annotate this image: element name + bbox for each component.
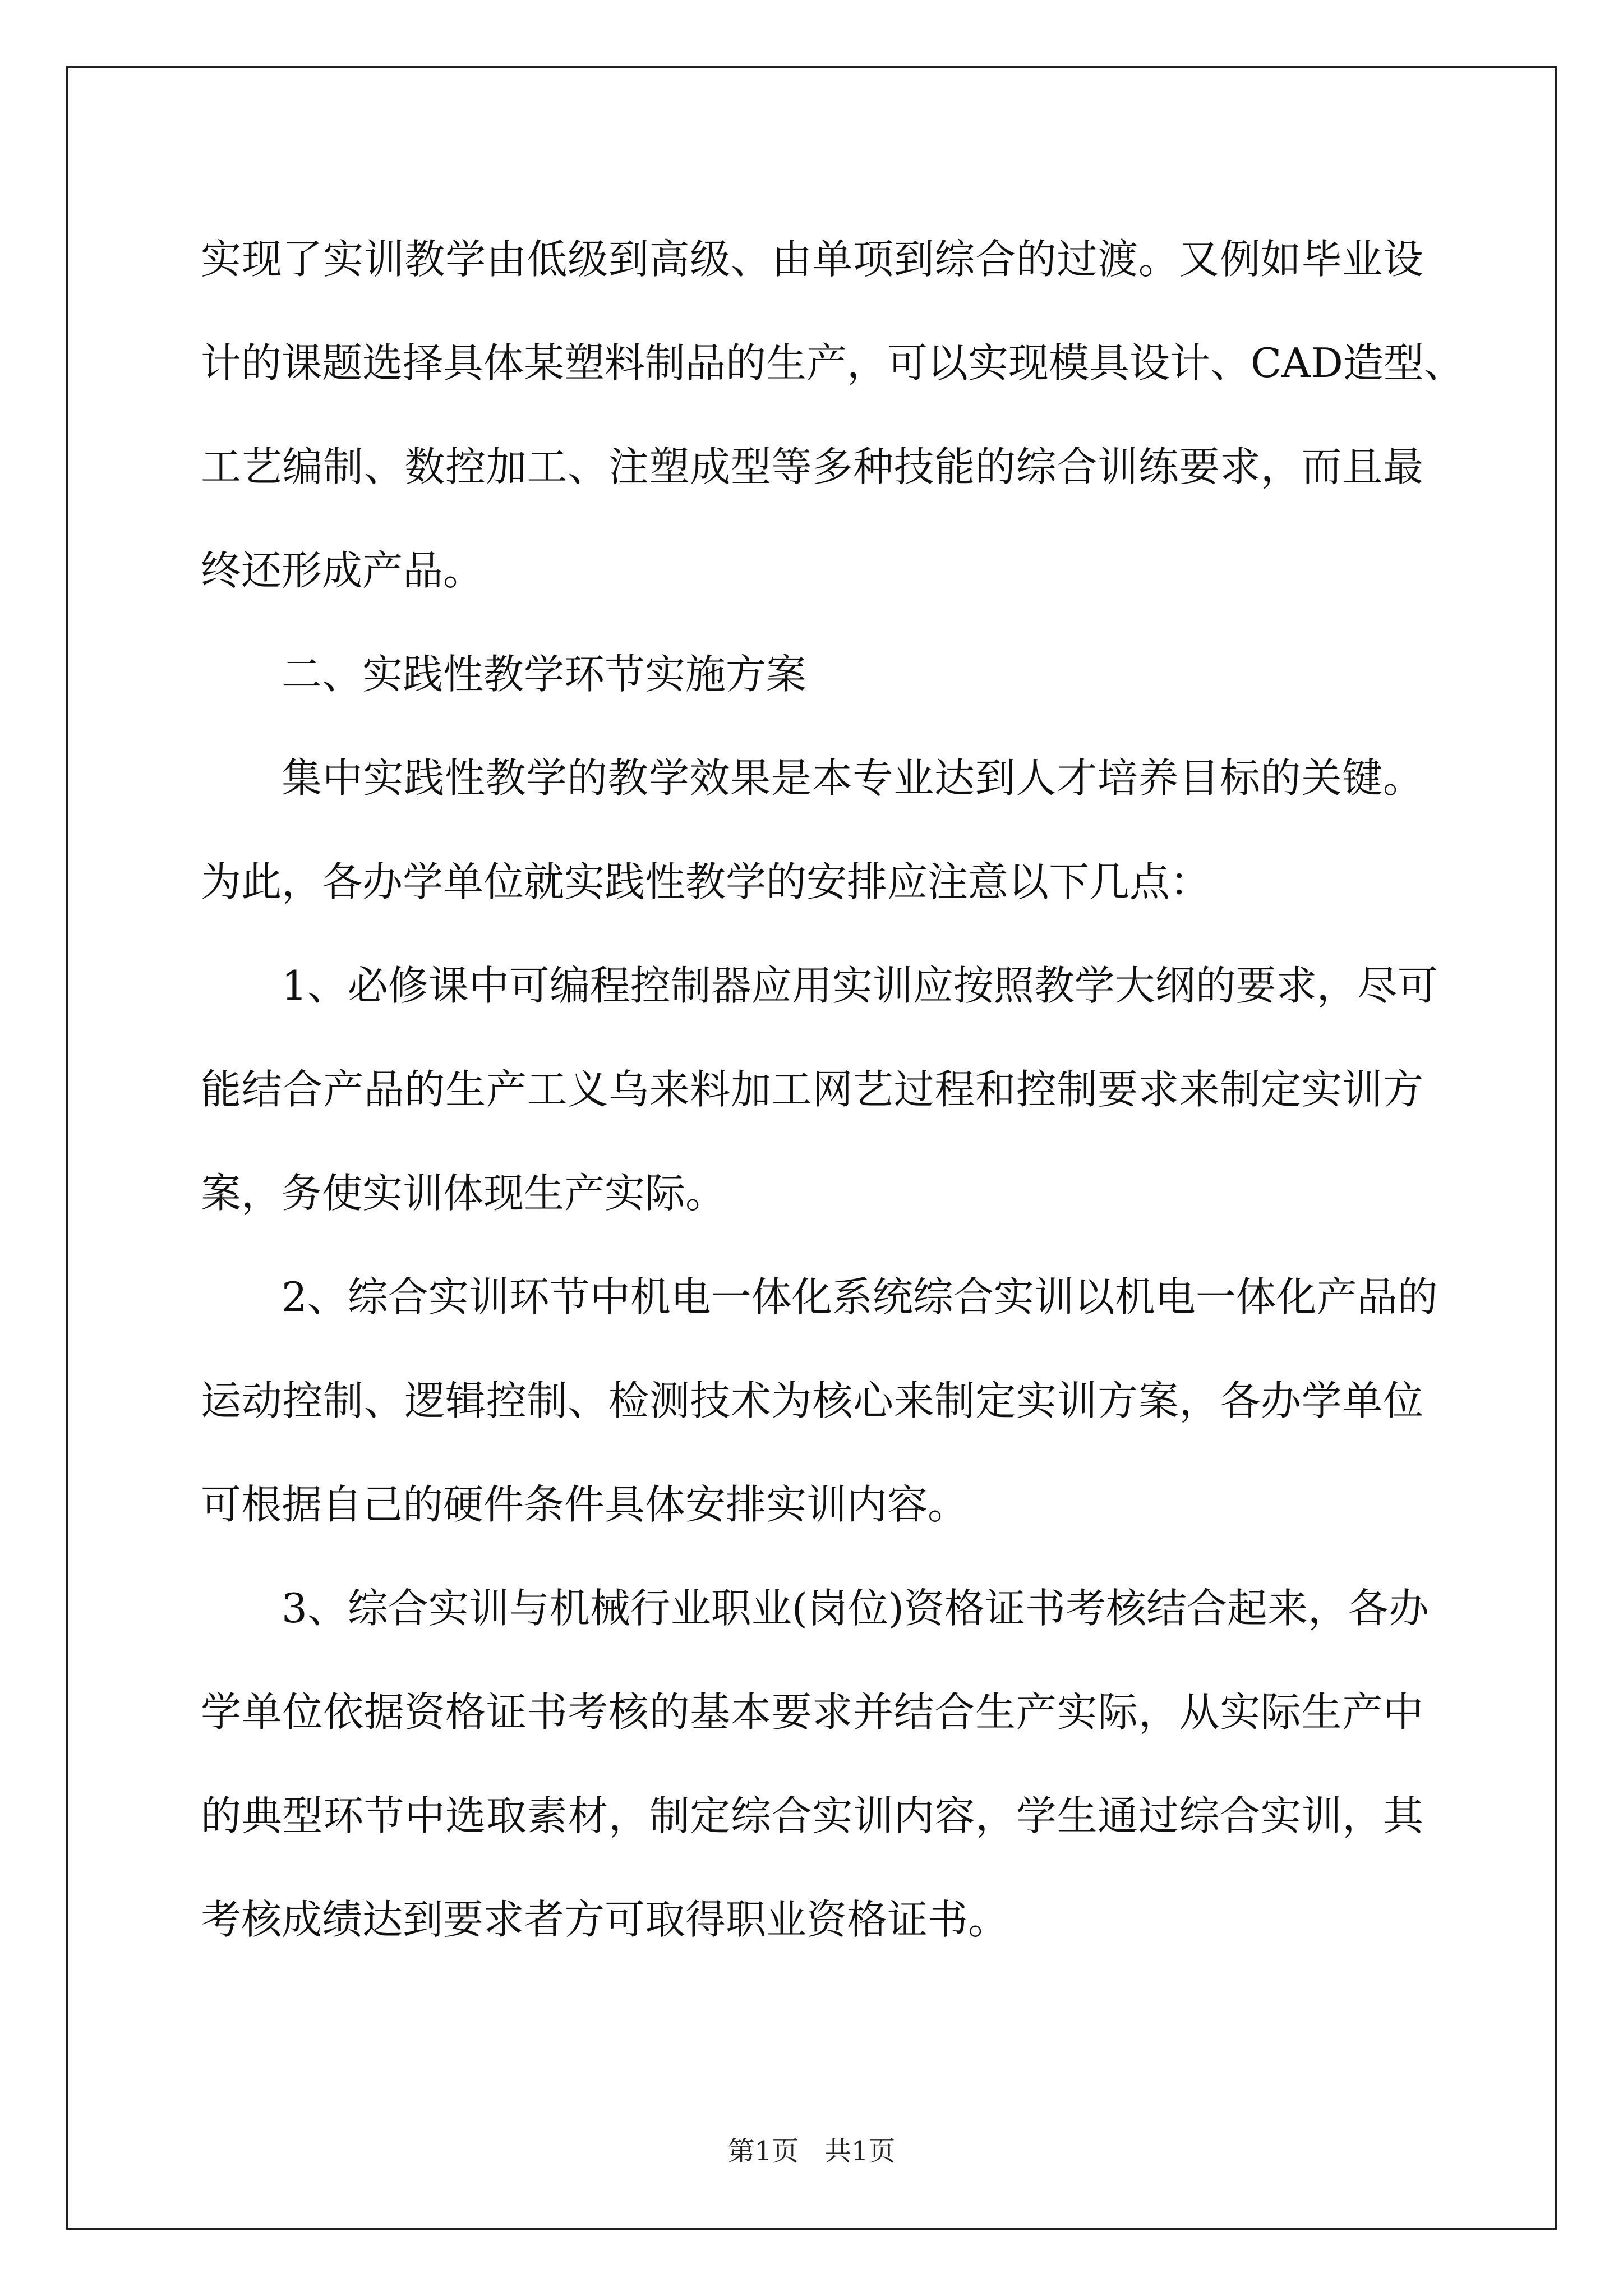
paragraph-2: [201, 726, 1423, 934]
document-body: [201, 208, 1464, 1972]
text-line: 能结合产品的生产工义乌来料加工网艺过程和控制要求来制定实训方: [201, 1066, 1423, 1113]
text-line: 的典型环节中选取素材，制定综合实训内容，学生通过综合实训，其: [201, 1792, 1423, 1839]
text-line: 集中实践性教学的教学效果是本专业达到人才培养目标的关键。: [282, 754, 1423, 802]
text-line: 1、必修课中可编程控制器应用实训应按照教学大纲的要求，尽可: [282, 962, 1438, 1009]
text-line: 2、综合实训环节中机电一体化系统综合实训以机电一体化产品的: [282, 1273, 1438, 1320]
paragraph-3: [201, 934, 1438, 1245]
text-line: 学单位依据资格证书考核的基本要求并结合生产实际，从实际生产中: [201, 1688, 1423, 1736]
paragraph-5: [201, 1557, 1429, 1972]
heading-line: 二、实践性教学环节实施方案: [282, 651, 807, 698]
paragraph-1: [201, 208, 1464, 623]
page-number-footer: 第1页 共1页: [727, 2136, 896, 2167]
text-line: 案，务使实训体现生产实际。: [201, 1170, 726, 1217]
text-line: 终还形成产品。: [201, 547, 484, 594]
text-line: 计的课题选择具体某塑料制品的生产，可以实现模具设计、CAD造型、: [201, 339, 1464, 386]
text-line: 3、综合实训与机械行业职业(岗位)资格证书考核结合起来，各办: [282, 1585, 1429, 1632]
paragraph-4: [201, 1245, 1438, 1557]
text-line: 实现了实训教学由低级到高级、由单项到综合的过渡。又例如毕业设: [201, 236, 1423, 283]
text-line: 考核成绩达到要求者方可取得职业资格证书。: [201, 1896, 1009, 1943]
text-line: 运动控制、逻辑控制、检测技术为核心来制定实训方案，各办学单位: [201, 1377, 1423, 1424]
section-heading: [201, 623, 1423, 726]
text-line: 可根据自己的硬件条件具体安排实训内容。: [201, 1481, 969, 1528]
text-line: 工艺编制、数控加工、注塑成型等多种技能的综合训练要求，而且最: [201, 443, 1423, 490]
text-line: 为此，各办学单位就实践性教学的安排应注意以下几点：: [201, 858, 1211, 905]
